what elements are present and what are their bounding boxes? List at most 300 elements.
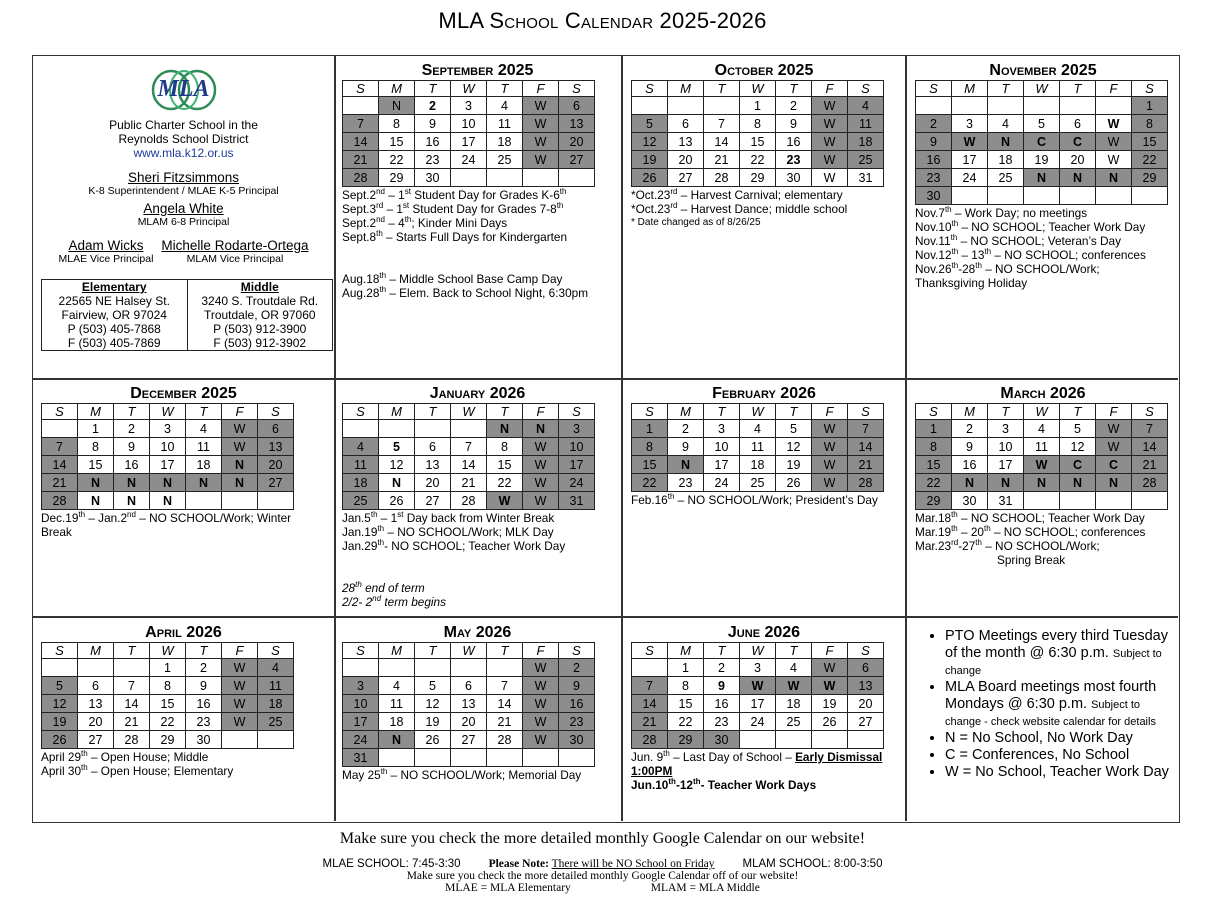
weekday-header: S [916,404,952,420]
weekday-header: W [451,404,487,420]
day-cell [1024,492,1060,510]
day-cell: 14 [451,456,487,474]
day-cell: 1 [668,659,704,677]
day-cell: 24 [343,731,379,749]
day-cell: 12 [776,438,812,456]
day-cell: W [523,133,559,151]
weekday-header: S [343,404,379,420]
event-note: Mar.23rd-27th – NO SCHOOL/Work; [915,538,1100,553]
day-cell [451,659,487,677]
legend-panel [907,618,1179,821]
day-cell: 7 [42,438,78,456]
day-cell: 7 [114,677,150,695]
legend-note: Subject to change [945,648,1162,677]
day-cell: W [812,151,848,169]
weekday-header: T [114,404,150,420]
day-cell [186,492,222,510]
weekday-header: F [1096,404,1132,420]
day-cell: 2 [776,97,812,115]
page-title: MLA School Calendar 2025-2026 [438,8,767,33]
month-notes [915,206,1179,290]
day-cell: 22 [916,474,952,492]
day-cell: 16 [916,151,952,169]
day-cell: 20 [668,151,704,169]
day-cell: 4 [1024,420,1060,438]
week-row [343,677,595,695]
week-row [632,151,884,169]
legend-text: W = No School, Teacher Work Day [945,764,1169,780]
day-cell: 6 [668,115,704,133]
day-cell: 18 [258,695,294,713]
week-row [343,456,595,474]
day-cell: 12 [632,133,668,151]
month-september [334,56,621,378]
month-january [334,379,621,616]
day-cell: 9 [704,677,740,695]
day-cell: 8 [632,438,668,456]
day-cell: 3 [704,420,740,438]
day-cell: W [222,438,258,456]
week-row [42,731,294,749]
day-cell [1060,187,1096,205]
day-cell [451,169,487,187]
day-cell [42,420,78,438]
week-row [916,420,1168,438]
day-cell: 29 [916,492,952,510]
month-april [33,618,334,821]
month-notes [41,750,334,778]
weekday-header: S [916,81,952,97]
event-note: Sept.2nd – 1st Student Day for Grades K-6th [342,187,567,202]
week-row [916,115,1168,133]
day-cell: 21 [632,713,668,731]
day-cell: 3 [150,420,186,438]
day-cell: 6 [78,677,114,695]
week-row [632,97,884,115]
day-cell: 16 [559,695,595,713]
day-cell [487,659,523,677]
week-row [343,97,595,115]
weekday-header: S [1132,81,1168,97]
week-row [343,713,595,731]
weekday-header: T [776,404,812,420]
day-cell: 27 [78,731,114,749]
event-note: Nov.11th – NO SCHOOL; Veteran’s Day [915,233,1122,248]
weekday-header: F [523,404,559,420]
month-notes [41,511,334,539]
please-note-text: There will be NO School on Friday [551,858,715,870]
month-table [915,403,1168,510]
day-cell: 3 [988,420,1024,438]
day-cell: C [1096,456,1132,474]
day-cell: W [523,695,559,713]
day-cell: 9 [952,438,988,456]
day-cell: 4 [186,420,222,438]
day-cell: 2 [916,115,952,133]
week-row [42,438,294,456]
day-cell: 20 [848,695,884,713]
weekday-header: W [451,81,487,97]
day-cell: 4 [487,97,523,115]
day-cell: W [1096,151,1132,169]
day-cell: N [1096,474,1132,492]
month-notes [915,511,1179,567]
month-notes [631,188,905,230]
mid-fax: F (503) 912-3902 [213,336,307,350]
event-note: Jan.29th- NO SCHOOL; Teacher Work Day [342,538,566,553]
day-cell: 23 [668,474,704,492]
day-cell: 31 [559,492,595,510]
month-notes [342,188,621,300]
day-cell: W [952,133,988,151]
principal-role: MLAM 6-8 Principal [137,216,230,228]
day-cell: 22 [487,474,523,492]
day-cell: 29 [668,731,704,749]
event-note: Mar.18th – NO SCHOOL; Teacher Work Day [915,510,1145,525]
day-cell: 15 [916,456,952,474]
day-cell: 26 [632,169,668,187]
day-cell: 4 [343,438,379,456]
day-cell [1096,97,1132,115]
day-cell: 18 [487,133,523,151]
day-cell: 8 [668,677,704,695]
day-cell: 18 [776,695,812,713]
weekday-header: T [114,643,150,659]
day-cell: 23 [415,151,451,169]
weekday-header: M [668,81,704,97]
day-cell: 21 [451,474,487,492]
day-cell: 9 [186,677,222,695]
event-note: Aug.28th – Elem. Back to School Night, 6:30pm [342,285,589,300]
vp-elem-name: Adam Wicks [68,238,144,253]
day-cell: 30 [415,169,451,187]
elem-city: Fairview, OR 97024 [61,308,167,322]
legend-note: Subject to change - check website calendar for details [945,699,1156,728]
day-cell: 12 [415,695,451,713]
day-cell: 10 [559,438,595,456]
event-note: Feb.16th – NO SCHOOL/Work; President’s Day [631,492,878,507]
day-cell: 28 [451,492,487,510]
day-cell: 25 [258,713,294,731]
day-cell [415,749,451,767]
day-cell: 27 [668,169,704,187]
day-cell [632,97,668,115]
day-cell [78,659,114,677]
day-cell: 14 [704,133,740,151]
weekday-header: W [740,81,776,97]
weekday-header: S [632,81,668,97]
day-cell: 27 [559,151,595,169]
day-cell: 1 [1132,97,1168,115]
weekday-header: M [668,404,704,420]
day-cell [704,97,740,115]
day-cell: 2 [559,659,595,677]
day-cell [988,97,1024,115]
weekday-header: M [78,643,114,659]
day-cell: 5 [1024,115,1060,133]
day-cell: 18 [379,713,415,731]
month-march [907,379,1179,616]
day-cell: 22 [379,151,415,169]
day-cell: 27 [451,731,487,749]
week-row [632,713,884,731]
month-title: September 2025 [421,62,534,79]
school-line2: Reynolds School District [118,132,249,146]
day-cell: 11 [1024,438,1060,456]
day-cell [1060,97,1096,115]
day-cell: 19 [42,713,78,731]
day-cell: N [150,492,186,510]
day-cell [487,749,523,767]
week-row [42,677,294,695]
mlam-school-hours: MLAM SCHOOL: 8:00-3:50 [742,858,883,870]
weekday-header: S [559,404,595,420]
day-cell: N [1024,474,1060,492]
month-table [915,80,1168,205]
week-row [632,133,884,151]
address-table [41,279,333,351]
day-cell [523,749,559,767]
day-cell: 7 [487,677,523,695]
day-cell: 3 [952,115,988,133]
day-cell: W [523,456,559,474]
weekday-header: S [632,404,668,420]
day-cell: 20 [78,713,114,731]
day-cell: 8 [379,115,415,133]
day-cell [848,731,884,749]
day-cell: 30 [952,492,988,510]
day-cell: N [379,474,415,492]
day-cell: 14 [848,438,884,456]
day-cell: 17 [150,456,186,474]
mlae-definition: MLAE = MLA Elementary [445,882,571,894]
day-cell: 9 [776,115,812,133]
day-cell: 15 [487,456,523,474]
day-cell: W [812,456,848,474]
day-cell: 16 [114,456,150,474]
weekday-header: F [812,404,848,420]
week-row [916,169,1168,187]
day-cell: 10 [451,115,487,133]
weekday-header: T [776,81,812,97]
day-cell [1024,97,1060,115]
day-cell: 7 [343,115,379,133]
day-cell: 22 [740,151,776,169]
day-cell [258,492,294,510]
day-cell: W [1096,133,1132,151]
weekday-header: W [740,404,776,420]
day-cell: 10 [150,438,186,456]
day-cell [559,749,595,767]
week-row [343,731,595,749]
month-title: March 2026 [1000,385,1086,402]
day-cell: W [812,677,848,695]
principal-name: Angela White [143,201,224,216]
weekday-header: M [78,404,114,420]
day-cell: 2 [952,420,988,438]
week-row [42,492,294,510]
day-cell: 7 [1132,420,1168,438]
day-cell: 25 [776,713,812,731]
day-cell: 22 [150,713,186,731]
day-cell: 11 [186,438,222,456]
day-cell: N [523,420,559,438]
day-cell: 17 [451,133,487,151]
day-cell: 11 [343,456,379,474]
day-cell: N [78,492,114,510]
weekday-header: W [451,643,487,659]
day-cell: 8 [150,677,186,695]
week-row [632,677,884,695]
day-cell: 13 [668,133,704,151]
week-row [343,659,595,677]
month-october [623,56,905,378]
day-cell: 26 [415,731,451,749]
weekday-header: T [186,404,222,420]
event-note: April 30th – Open House; Elementary [41,763,234,778]
day-cell: 25 [848,151,884,169]
day-cell [451,749,487,767]
weekday-header: T [988,404,1024,420]
vp-mid-name: Michelle Rodarte-Ortega [161,238,309,253]
day-cell: N [988,474,1024,492]
weekday-header: S [848,643,884,659]
day-cell: 7 [451,438,487,456]
event-note: Nov.10th – NO SCHOOL; Teacher Work Day [915,219,1146,234]
weekday-header: T [487,81,523,97]
day-cell: 2 [114,420,150,438]
day-cell: 25 [740,474,776,492]
day-cell: W [222,713,258,731]
day-cell: 31 [343,749,379,767]
day-cell: 30 [704,731,740,749]
day-cell: W [1096,420,1132,438]
day-cell: 12 [379,456,415,474]
week-row [916,133,1168,151]
event-note: Break [41,525,72,539]
day-cell: 24 [704,474,740,492]
weekday-header: S [632,643,668,659]
day-cell [916,97,952,115]
week-row [632,695,884,713]
weekday-header: W [150,643,186,659]
day-cell: 15 [668,695,704,713]
day-cell: 18 [848,133,884,151]
legend-text: MLA Board meetings most fourth Mondays @ 6:30 p.m. [945,679,1157,712]
day-cell: 18 [186,456,222,474]
day-cell: 22 [1132,151,1168,169]
day-cell: 12 [1060,438,1096,456]
day-cell: N [1060,169,1096,187]
day-cell: N [222,456,258,474]
mlam-definition: MLAM = MLA Middle [650,882,760,894]
day-cell: W [523,677,559,695]
legend-item [945,730,1179,747]
website-link[interactable]: www.mla.k12.or.us [133,146,234,160]
month-notes [631,750,905,792]
day-cell: 14 [487,695,523,713]
day-cell: 15 [1132,133,1168,151]
day-cell [1132,492,1168,510]
day-cell: 16 [952,456,988,474]
day-cell: 26 [776,474,812,492]
day-cell: 4 [776,659,812,677]
event-note: Jun. 9th – Last Day of School – Early Dismissal 1:00PM [631,749,883,778]
weekday-header: F [812,81,848,97]
day-cell [343,420,379,438]
week-row [632,169,884,187]
legend-text: N = No School, No Work Day [945,730,1133,746]
day-cell: 27 [258,474,294,492]
day-cell: N [1024,169,1060,187]
month-title: February 2026 [712,385,816,402]
weekday-header: S [42,404,78,420]
week-row [916,151,1168,169]
day-cell [343,97,379,115]
day-cell: 9 [559,677,595,695]
day-cell [1132,187,1168,205]
day-cell: W [812,169,848,187]
mid-street: 3240 S. Troutdale Rd. [201,294,319,308]
day-cell: 20 [415,474,451,492]
term-note: 28th end of term [342,580,425,595]
day-cell: 20 [258,456,294,474]
day-cell: 31 [988,492,1024,510]
weekday-header: T [1060,404,1096,420]
day-cell: N [114,474,150,492]
day-cell: 24 [740,713,776,731]
weekday-header: T [186,643,222,659]
week-row [343,169,595,187]
day-cell: W [222,677,258,695]
day-cell: 23 [186,713,222,731]
day-cell: 10 [704,438,740,456]
day-cell [343,659,379,677]
weekday-header: W [740,643,776,659]
week-row [632,420,884,438]
week-row [343,474,595,492]
weekday-header: F [812,643,848,659]
month-title: October 2025 [714,62,814,79]
event-note: May 25th – NO SCHOOL/Work; Memorial Day [342,767,582,782]
mid-phone: P (503) 912-3900 [213,322,307,336]
event-note: Thanksgiving Holiday [915,276,1028,290]
weekday-header: F [523,81,559,97]
month-notes [631,493,905,507]
day-cell: 26 [42,731,78,749]
week-row [916,456,1168,474]
weekday-header: T [487,643,523,659]
month-may [334,618,621,821]
week-row [343,133,595,151]
day-cell: 10 [988,438,1024,456]
day-cell: 19 [812,695,848,713]
day-cell: 3 [740,659,776,677]
day-cell: 30 [186,731,222,749]
day-cell: 25 [988,169,1024,187]
day-cell: 8 [916,438,952,456]
day-cell: 16 [704,695,740,713]
footer-check-line2: Make sure you check the more detailed monthly Google Calendar off of our website! [406,870,799,882]
mid-city: Troutdale, OR 97060 [203,308,316,322]
day-cell: 26 [812,713,848,731]
day-cell: N [988,133,1024,151]
day-cell: 30 [559,731,595,749]
day-cell: 12 [42,695,78,713]
month-february [623,379,905,616]
day-cell: 15 [632,456,668,474]
weekday-header: T [776,643,812,659]
